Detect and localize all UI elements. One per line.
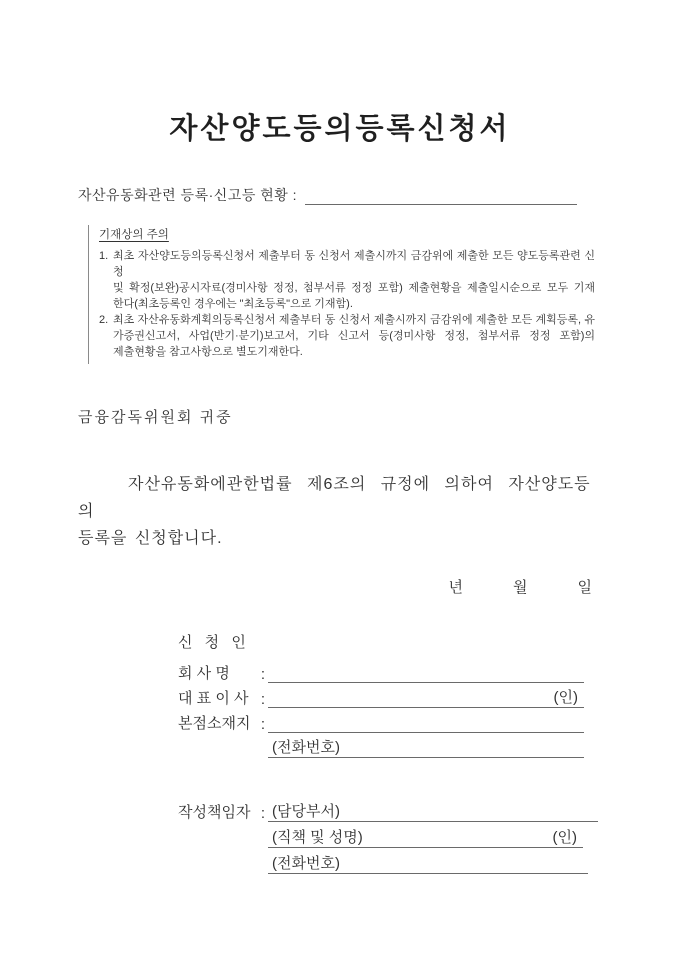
preparer-colon: :: [260, 805, 266, 822]
applicant-phone-label: (전화번호): [272, 739, 340, 756]
ceo-row: [178, 683, 584, 708]
company-name-label: 회 사 명: [178, 665, 230, 682]
notice-item-1-line-2: 및 확정(보완)공시자료(경미사항 정정, 첨부서류 정정 포함) 제출현황을 제출일시순으로 모두 기재: [113, 282, 595, 294]
status-line-label: 자산유동화관련 등록·신고등 현황 :: [78, 187, 298, 203]
company-name-row: [178, 658, 584, 683]
notice-heading: 기재상의 주의: [99, 229, 169, 241]
notice-item-2-line-2: 가증권신고서, 사업(반기·분기)보고서, 기타 신고서 등(경미사항 정정, 첨부서류 정정 포함)의: [113, 330, 595, 342]
preparer-seal-mark: (인): [552, 829, 577, 846]
applicant-phone-row: [178, 733, 584, 758]
preparer-phone-label: (전화번호): [272, 855, 340, 872]
ceo-colon: :: [260, 691, 266, 708]
recipient-line: 금융감독위원회 귀중: [78, 409, 233, 426]
date-day-label: 일: [577, 579, 592, 596]
address-row: [178, 708, 584, 733]
statement-line-1: 자산유동화에관한법률 제6조의 규정에 의하여 자산양도등의: [78, 476, 591, 520]
ceo-field[interactable]: [268, 686, 584, 708]
address-label: 본점소재지: [178, 715, 251, 732]
notice-item-1-number: 1.: [99, 250, 109, 262]
notice-box: [88, 225, 595, 364]
preparer-phone-row: [178, 848, 598, 874]
notice-item-2-line-1: 최초 자산유동화계획의등록신청서 제출부터 동 신청서 제출시까지 금감위에 제출한 모든 계획등록, 유: [113, 314, 595, 326]
preparer-name-label: (직책 및 성명): [272, 829, 363, 846]
preparer-section: [178, 796, 598, 874]
notice-item-1-line-1: 최초 자산양도등의등록신청서 제출부터 동 신청서 제출시까지 금감위에 제출한 모든 양도등록관련 신청: [113, 250, 595, 278]
notice-item-1: [99, 248, 595, 312]
company-name-colon: :: [260, 666, 266, 683]
date-line: [0, 576, 680, 597]
address-colon: :: [260, 716, 266, 733]
statement-line-2: 등록을 신청합니다.: [78, 530, 223, 547]
notice-item-1-line-3: 한다(최초등록인 경우에는 "최초등록"으로 기재함).: [113, 298, 353, 310]
ceo-seal-mark: (인): [553, 689, 578, 706]
applicant-phone-field[interactable]: [268, 736, 584, 758]
notice-item-2-number: 2.: [99, 314, 109, 326]
notice-item-1-text: [113, 248, 595, 312]
document-title: 자산양도등의등록신청서: [169, 113, 511, 145]
status-blank-field[interactable]: [305, 187, 577, 205]
applicant-section: [178, 631, 584, 758]
preparer-dept-label: (담당부서): [272, 803, 340, 820]
date-year-label: 년: [448, 579, 463, 596]
company-name-field[interactable]: [268, 663, 584, 683]
notice-item-2: [99, 312, 595, 360]
address-field[interactable]: [268, 713, 584, 733]
application-statement: [78, 471, 602, 552]
notice-item-2-text: [113, 312, 595, 360]
preparer-dept-row: [178, 796, 598, 822]
status-line: [78, 185, 577, 205]
notice-item-2-line-3: 제출현황을 참고사항으로 별도기재한다.: [113, 346, 303, 358]
date-month-label: 월: [513, 579, 528, 596]
ceo-label: 대 표 이 사: [178, 690, 249, 707]
preparer-phone-field[interactable]: [268, 852, 588, 874]
preparer-name-row: [178, 822, 598, 848]
applicant-heading: 신 청 인: [178, 634, 250, 651]
preparer-label: 작성책임자: [178, 804, 251, 821]
preparer-name-field[interactable]: [268, 826, 583, 848]
preparer-dept-field[interactable]: [268, 800, 598, 822]
